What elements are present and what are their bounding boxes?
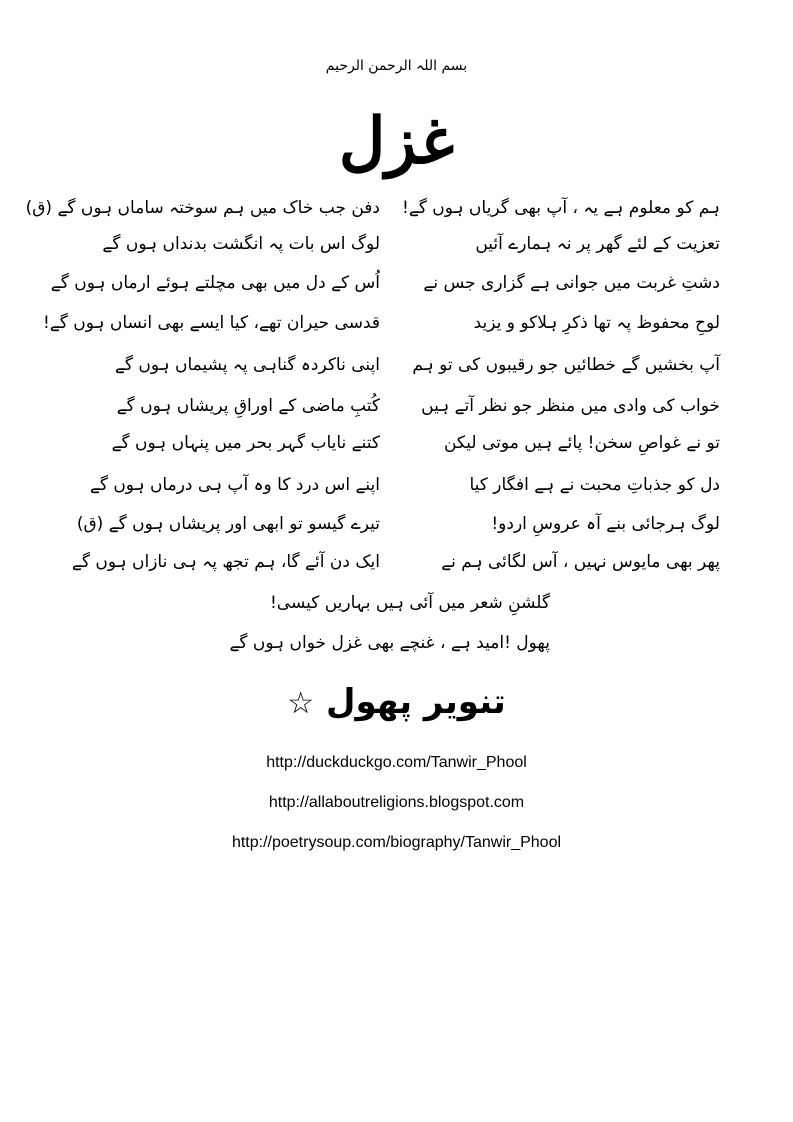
couplet-3 <box>50 268 720 298</box>
couplet-5-second-line: اپنی ناکردہ گناہی پہ پشیماں ہوں گے <box>114 355 380 375</box>
couplet-7 <box>60 428 720 458</box>
couplet-6-second-line: کُتبِ ماضی کے اوراقِ پریشاں ہوں گے <box>116 396 380 416</box>
couplet-4-first-line: لوحِ محفوظ پہ تھا ذکرِ ہلاکو و یزید <box>473 313 720 333</box>
couplet-10-second-line: ایک دن آئے گا، ہم تجھ پہ ہی نازاں ہوں گے <box>71 552 380 572</box>
poet-name: تنویر پھول <box>326 682 506 722</box>
maqta-first-line: گلشنِ شعر میں آئی ہیں بہاریں کیسی! <box>269 593 550 613</box>
couplet-8-second-line: اپنے اس درد کا وہ آپ ہی درماں ہوں گے <box>89 475 380 495</box>
couplet-1-second-line: دفن جب خاک میں ہم سوختہ ساماں ہوں گے (ق) <box>25 198 380 218</box>
couplet-2-second-line: لوگ اس بات پہ انگشت بدنداں ہوں گے <box>102 234 380 254</box>
couplet-6-first-line: خواب کی وادی میں منظر جو نظر آتے ہیں <box>421 396 720 416</box>
ghazal-title: غزل <box>338 104 455 179</box>
couplet-10 <box>60 547 720 577</box>
star-icon: ☆ <box>287 686 315 721</box>
couplet-3-second-line: اُس کے دل میں بھی مچلتے ہوئے ارماں ہوں گے <box>50 273 380 293</box>
couplet-8-first-line: دل کو جذباتِ محبت نے ہے افگار کیا <box>469 475 720 495</box>
couplet-9 <box>60 509 720 539</box>
couplet-7-second-line: کتنے نایاب گہر بحر میں پنہاں ہوں گے <box>111 433 380 453</box>
couplet-6 <box>60 391 720 421</box>
maqta-second-line: پھول !امید ہے ، غنچے بھی غزل خواں ہوں گے <box>229 633 550 653</box>
couplet-2-first-line: تعزیت کے لئے گھر پر نہ ہمارے آئیں <box>475 234 720 254</box>
couplet-2 <box>60 229 720 259</box>
link-duckduckgo[interactable]: http://duckduckgo.com/Tanwir_Phool <box>266 754 527 771</box>
link-poetrysoup[interactable]: http://poetrysoup.com/biography/Tanwir_Phool <box>231 834 562 851</box>
poet-signature <box>0 672 793 734</box>
link-allaboutreligions[interactable]: http://allaboutreligions.blogspot.com <box>268 794 525 811</box>
couplet-9-first-line: لوگ ہرجائی بنے آہ عروسِ اردو! <box>491 514 720 534</box>
couplet-9-second-line: تیرے گیسو تو ابھی اور پریشاں ہوں گے (ق) <box>76 514 380 534</box>
couplet-3-first-line: دشتِ غربت میں جوانی ہے گزاری جس نے <box>423 273 720 293</box>
couplet-7-first-line: تو نے غواصِ سخن! پائے ہیں موتی لیکن <box>443 433 720 453</box>
couplet-1-first-line: ہم کو معلوم ہے یہ ، آپ بھی گریاں ہوں گے! <box>402 198 720 218</box>
couplet-8 <box>60 470 720 500</box>
couplet-4 <box>42 308 720 338</box>
couplet-5-first-line: آپ بخشیں گے خطائیں جو رقیبوں کی تو ہم <box>412 355 720 375</box>
couplet-5 <box>60 350 720 380</box>
bismillah-heading: بسم اللہ الرحمن الرحیم <box>325 58 468 74</box>
couplet-10-first-line: پھر بھی مایوس نہیں ، آس لگائی ہم نے <box>441 552 720 572</box>
couplet-1 <box>25 193 720 223</box>
couplet-4-second-line: قدسی حیران تھے، کیا ایسے بھی انساں ہوں گے! <box>42 313 380 333</box>
